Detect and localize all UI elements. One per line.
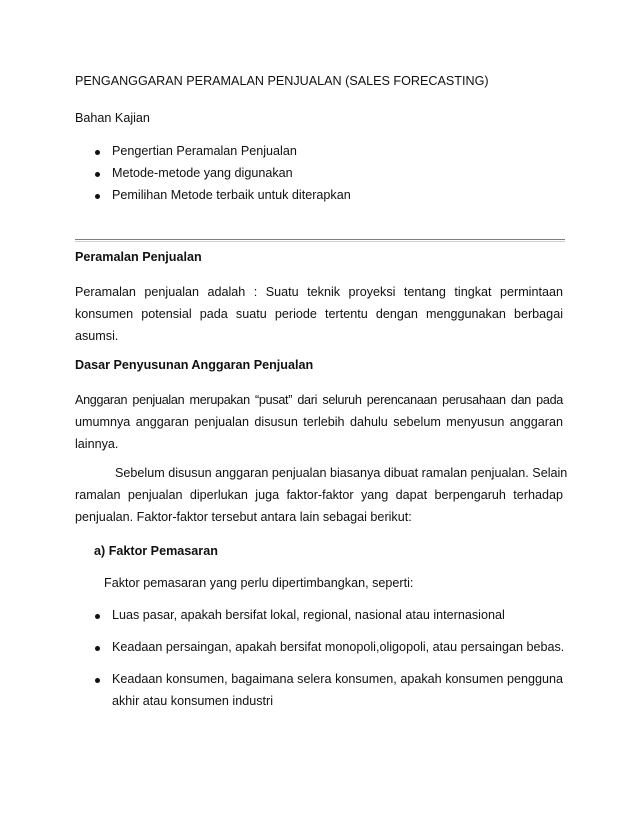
bullet-icon [95,646,100,651]
list-item: Keadaan konsumen, bagaimana selera konsumen, apakah konsumen pengguna [112,672,563,686]
faktor-intro: Faktor pemasaran yang perlu dipertimbangkan, seperti: [104,576,414,590]
list-item: Pemilihan Metode terbaik untuk diterapkan [112,188,351,202]
paragraph-line: asumsi. [75,329,119,343]
list-item-continuation: akhir atau konsumen industri [112,694,274,708]
section-heading-peramalan: Peramalan Penjualan [75,250,202,264]
list-item: Pengertian Peramalan Penjualan [112,144,297,158]
bullet-icon [95,678,100,683]
paragraph-line: Anggaran penjualan merupakan “pusat” dari seluruh perencanaan perusahaan dan pada [75,393,563,407]
bullet-icon [95,194,100,199]
horizontal-divider [75,239,565,240]
paragraph-line: Sebelum disusun anggaran penjualan biasanya dibuat ramalan penjualan. Selain [115,466,568,480]
bahan-kajian-label: Bahan Kajian [75,111,150,125]
faktor-pemasaran-heading: a) Faktor Pemasaran [94,544,218,558]
list-item: Keadaan persaingan, apakah bersifat monopoli,oligopoli, atau persaingan bebas. [112,640,565,654]
paragraph-line: ramalan penjualan diperlukan juga faktor-faktor yang dapat berpengaruh terhadap [75,488,563,502]
paragraph-line: lainnya. [75,437,119,451]
document-title: PENGANGGARAN PERAMALAN PENJUALAN (SALES FORECASTING) [75,74,489,88]
paragraph-line: konsumen potensial pada suatu periode tertentu dengan menggunakan berbagai [75,307,563,321]
section-heading-dasar: Dasar Penyusunan Anggaran Penjualan [75,358,314,372]
list-item: Metode-metode yang digunakan [112,166,293,180]
list-item: Luas pasar, apakah bersifat lokal, regional, nasional atau internasional [112,608,505,622]
paragraph-line: penjualan. Faktor-faktor tersebut antara lain sebagai berikut: [75,510,412,524]
bullet-icon [95,172,100,177]
paragraph-line: umumnya anggaran penjualan disusun terlebih dahulu sebelum menyusun anggaran [75,415,563,429]
paragraph-line: Peramalan penjualan adalah : Suatu teknik proyeksi tentang tingkat permintaan [75,285,563,299]
bullet-icon [95,614,100,619]
bullet-icon [95,150,100,155]
horizontal-divider-shadow [75,241,565,242]
